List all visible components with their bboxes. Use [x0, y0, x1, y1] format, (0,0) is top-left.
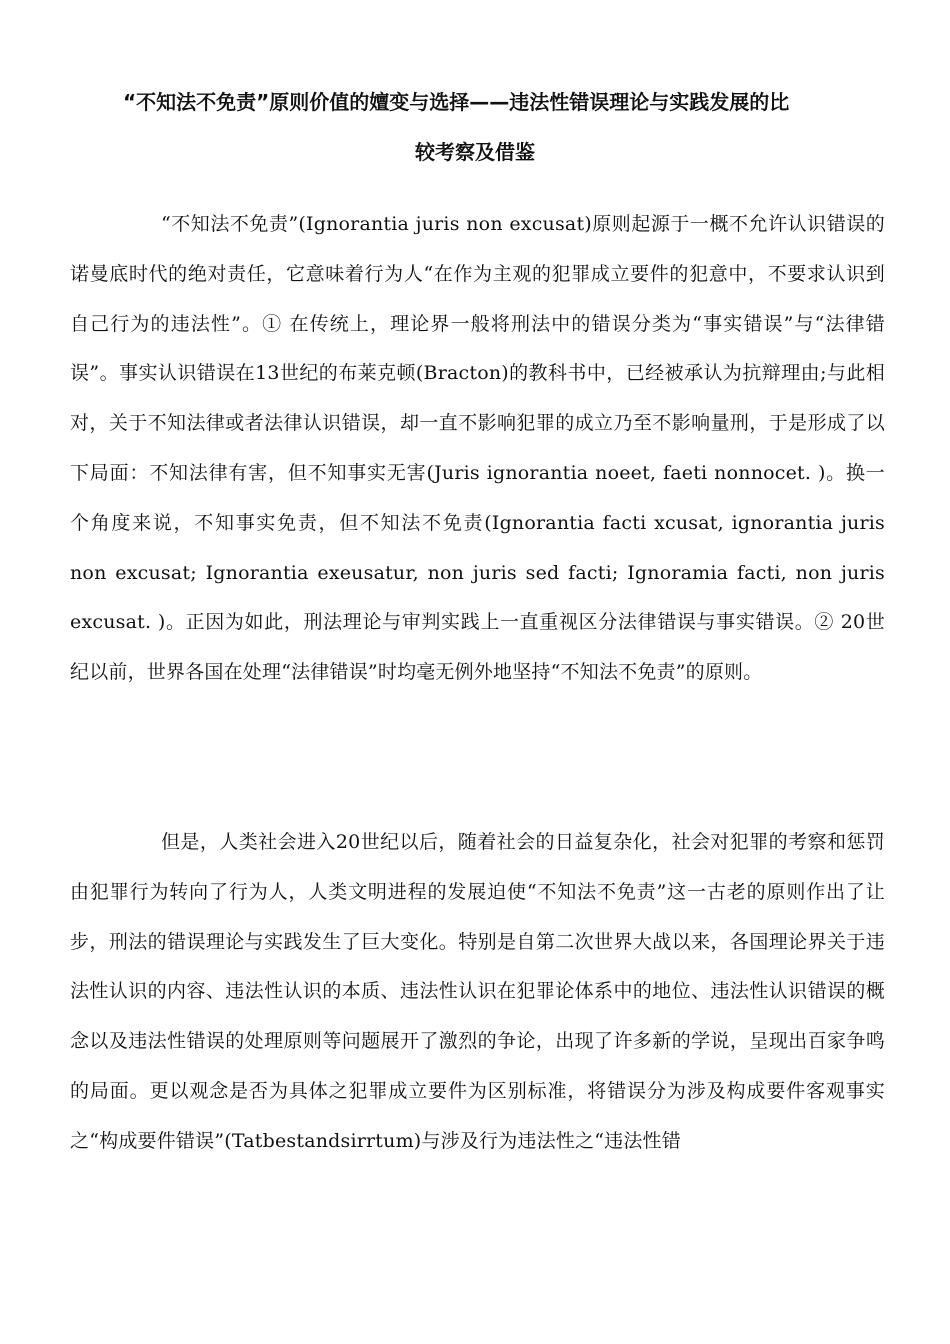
document-title-line-2: 较考察及借鉴	[415, 140, 535, 164]
body-paragraph-1: “不知法不免责”(Ignorantia juris non excusat)原则起源于一概不允许认识错误的诺曼底时代的绝对责任，它意味着行为人“在作为主观的犯罪成立要件的犯意中，不要求认识到自己行为的违法性”。① 在传统上，理论界一般将刑法中的错误分类为“事实错误”与“法律错误”。事实认识错误在13世纪的布莱克顿(Bracton)的教科书中，已经被承认为抗辩理由;与此相对，关于不知法律或者法律认识错误，却一直不影响犯罪的成立乃至不影响量刑，于是形成了以下局面：不知法律有害，但不知事实无害(Juris ignorantia noeet, faeti nonnocet. )。换一个角度来说，不知事实免责，但不知法不免责(Ignorantia facti xcusat, ignorantia juris non excusat; Ignorantia exeusatur, non juris sed facti; Ignoramia facti, non juris excusat. )。正因为如此，刑法理论与审判实践上一直重视区分法律错误与事实错误。② 20世纪以前，世界各国在处理“法律错误”时均毫无例外地坚持“不知法不免责”的原则。	[70, 213, 885, 684]
document-title-line-1: “不知法不免责”原则价值的嬗变与选择——违法性错误理论与实践发展的比	[123, 90, 790, 114]
body-paragraph-2: 但是，人类社会进入20世纪以后，随着社会的日益复杂化，社会对犯罪的考察和惩罚由犯罪行为转向了行为人，人类文明进程的发展迫使“不知法不免责”这一古老的原则作出了让步，刑法的错误理论与实践发生了巨大变化。特别是自第二次世界大战以来，各国理论界关于违法性认识的内容、违法性认识的本质、违法性认识在犯罪论体系中的地位、违法性认识错误的概念以及违法性错误的处理原则等问题展开了激烈的争论，出现了许多新的学说，呈现出百家争鸣的局面。更以观念是否为具体之犯罪成立要件为区别标准，将错误分为涉及构成要件客观事实之“构成要件错误”(Tatbestandsirrtum)与涉及行为违法性之“违法性错	[70, 831, 885, 1152]
